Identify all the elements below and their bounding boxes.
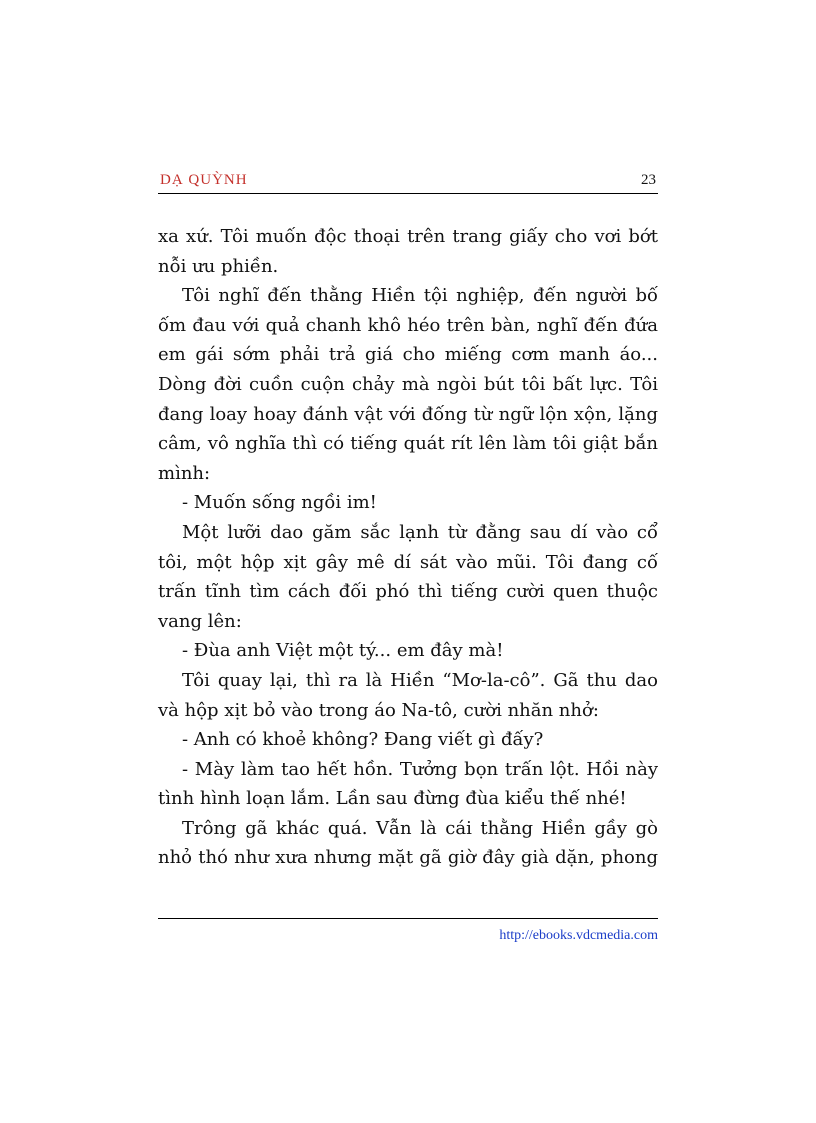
text-line: - Anh có khoẻ không? Đang viết gì đấy? <box>182 729 544 751</box>
text-line: Dòng đời cuồn cuộn chảy mà ngòi bút tôi bất lực. Tôi <box>158 373 658 395</box>
text-line: tôi, một hộp xịt gây mê dí sát vào mũi. Tôi đang cố <box>158 551 658 573</box>
text-line: em gái sớm phải trả giá cho miếng cơm manh áo... <box>158 344 658 366</box>
text-line: xa xứ. Tôi muốn độc thoại trên trang giấy cho vơi bớt <box>158 226 658 247</box>
body-text <box>158 222 658 873</box>
text-line: - Muốn sống ngồi im! <box>182 492 377 514</box>
text-line: - Đùa anh Việt một tý... em đây mà! <box>182 640 504 662</box>
footer-divider <box>158 918 658 919</box>
text-line: mình: <box>158 462 211 484</box>
text-line: trấn tĩnh tìm cách đối phó thì tiếng cười quen thuộc <box>158 581 658 603</box>
running-header <box>158 171 658 194</box>
text-line: tình hình loạn lắm. Lần sau đừng đùa kiểu thế nhé! <box>158 788 627 810</box>
text-line: câm, vô nghĩa thì có tiếng quát rít lên làm tôi giật bắn <box>158 433 658 455</box>
text-line: Trông gã khác quá. Vẫn là cái thằng Hiền gầy gò <box>182 817 658 839</box>
text-line: nỗi ưu phiền. <box>158 255 279 277</box>
text-line: và hộp xịt bỏ vào trong áo Na-tô, cười nhăn nhở: <box>158 699 599 721</box>
text-line: đang loay hoay đánh vật với đống từ ngữ lộn xộn, lặng <box>158 403 658 425</box>
footer-link[interactable]: http://ebooks.vdcmedia.com <box>499 928 658 943</box>
header-author: DẠ QUỲNH <box>160 172 248 188</box>
text-line: vang lên: <box>158 610 242 632</box>
text-line: Tôi nghĩ đến thằng Hiền tội nghiệp, đến người bố <box>182 285 658 307</box>
text-line: Một lưỡi dao găm sắc lạnh từ đằng sau dí vào cổ <box>182 521 658 543</box>
text-line: - Mày làm tao hết hồn. Tưởng bọn trấn lột. Hồi này <box>182 758 658 780</box>
text-line: Tôi quay lại, thì ra là Hiền “Mơ-la-cô”. Gã thu dao <box>182 669 658 691</box>
text-line: nhỏ thó như xưa nhưng mặt gã giờ đây già dặn, phong <box>158 847 658 869</box>
page-number: 23 <box>641 172 656 188</box>
text-line: ốm đau với quả chanh khô héo trên bàn, nghĩ đến đứa <box>158 314 658 336</box>
